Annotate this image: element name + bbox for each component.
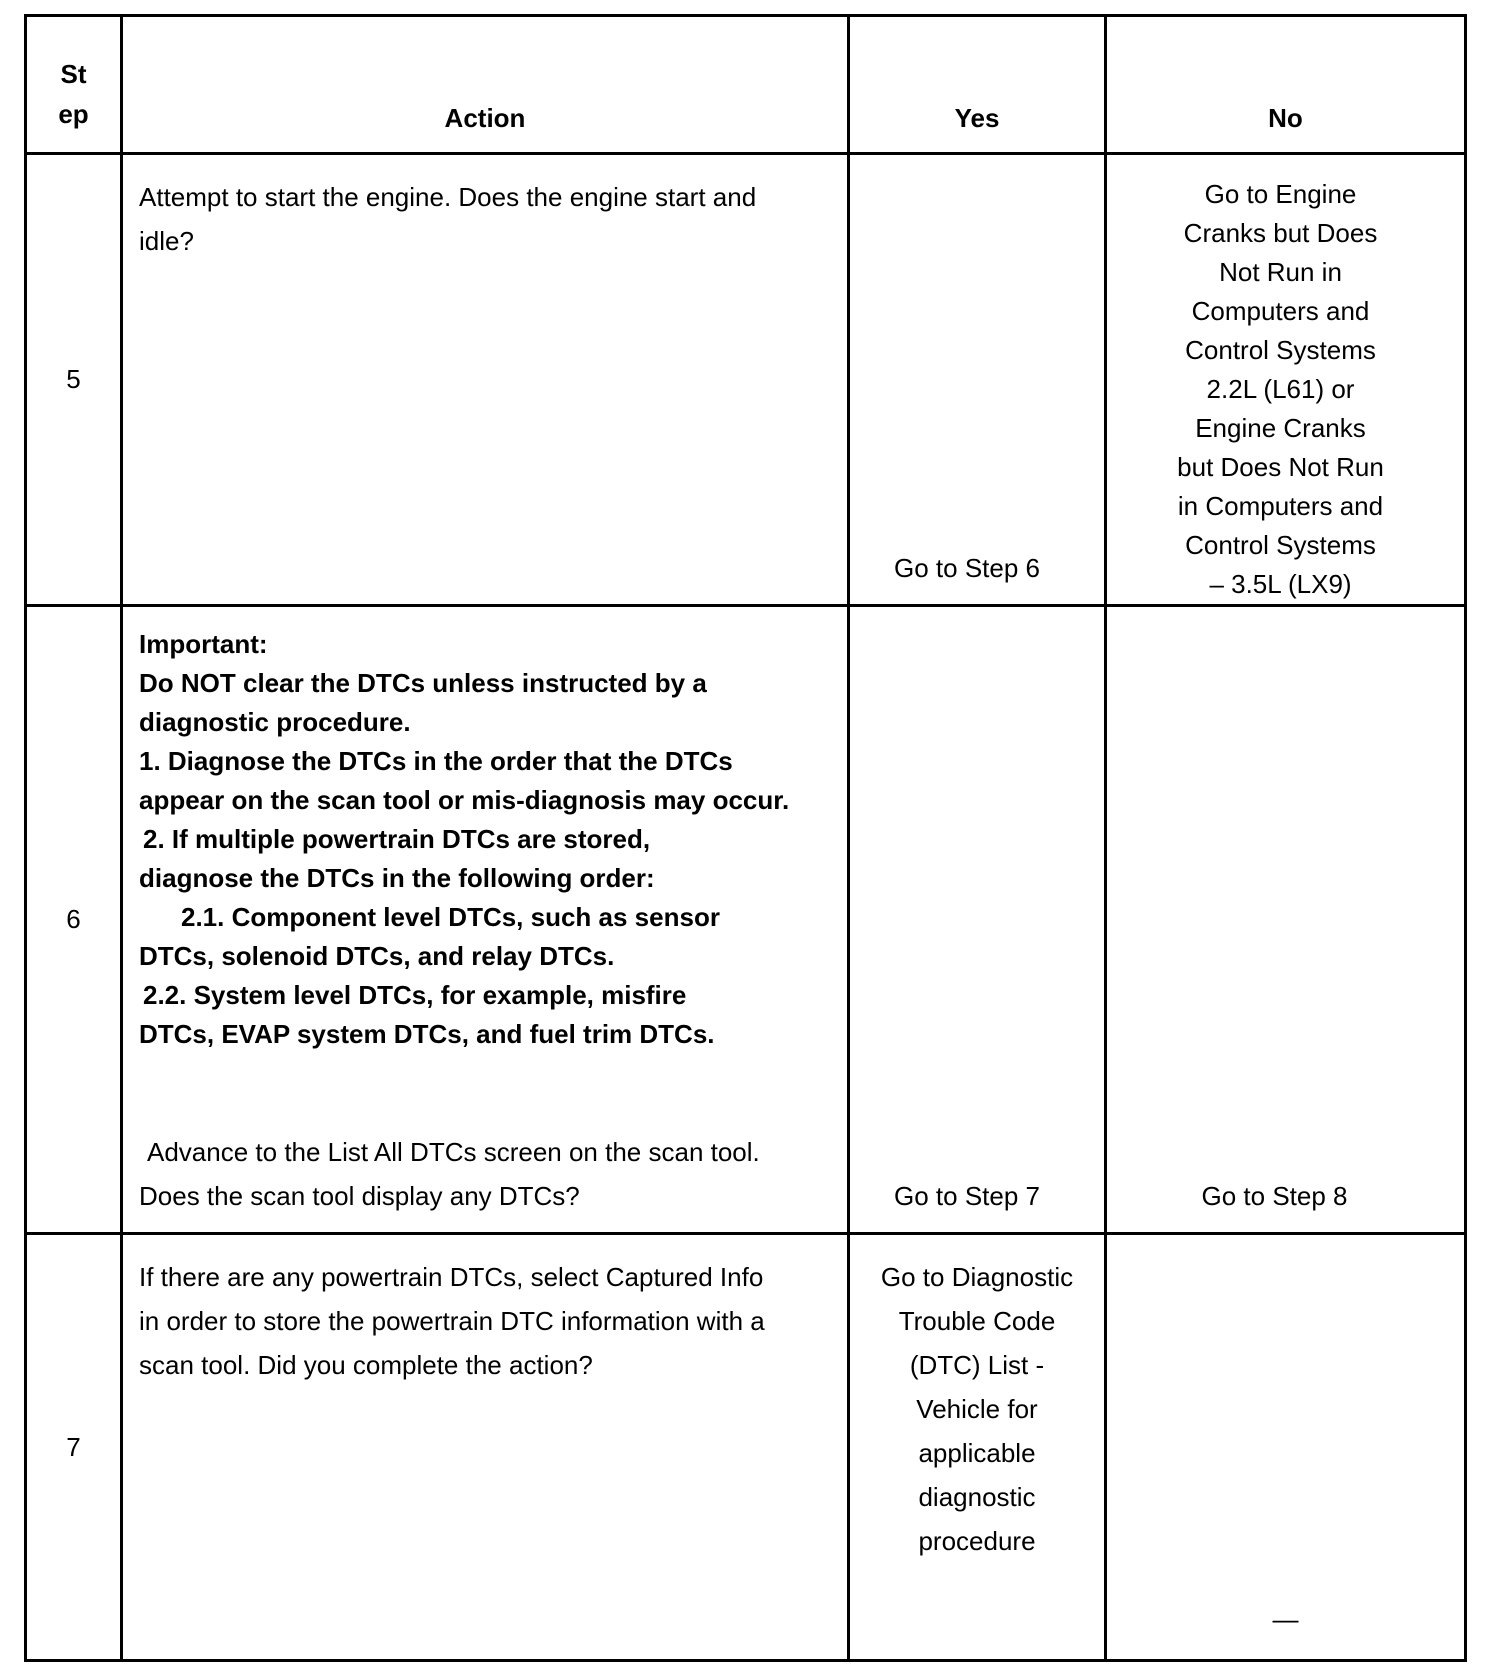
table-row xyxy=(26,154,1466,606)
action-text xyxy=(139,1130,837,1218)
no-line: Go to Engine xyxy=(1204,179,1357,209)
important-line: diagnostic procedure. xyxy=(139,707,411,737)
important-line: appear on the scan tool or mis-diagnosis may occur. xyxy=(139,785,790,815)
no-action-text xyxy=(1107,155,1464,604)
yes-line: Trouble Code xyxy=(898,1306,1056,1336)
yes-cell xyxy=(849,606,1106,1234)
important-heading: Important: xyxy=(139,629,268,659)
important-line: 2.1. Component level DTCs, such as sensor xyxy=(181,902,720,932)
yes-link-go-to-step-7: Go to Step 7 xyxy=(894,1181,1040,1211)
action-line: If there are any powertrain DTCs, select Captured Info xyxy=(139,1262,764,1292)
no-dash: — xyxy=(1272,1604,1299,1634)
yes-line: Vehicle for xyxy=(916,1394,1038,1424)
step-number: 7 xyxy=(26,1234,122,1661)
action-column-header: Action xyxy=(122,16,849,154)
yes-line: Go to Diagnostic xyxy=(880,1262,1074,1292)
yes-column-header: Yes xyxy=(849,16,1106,154)
no-line: 2.2L (L61) or xyxy=(1206,374,1355,404)
important-line: Do NOT clear the DTCs unless instructed by a xyxy=(139,668,707,698)
action-line: Advance to the List All DTCs screen on the scan tool. xyxy=(147,1137,760,1167)
diagnostic-table xyxy=(24,14,1467,1662)
important-line: DTCs, EVAP system DTCs, and fuel trim DTCs. xyxy=(139,1019,715,1049)
action-text: Attempt to start the engine. Does the engine start and idle? xyxy=(139,182,757,256)
no-line: Cranks but Does xyxy=(1183,218,1378,248)
no-line: – 3.5L (LX9) xyxy=(1209,569,1352,599)
important-line: 2.2. System level DTCs, for example, misfire xyxy=(143,980,687,1010)
no-line: in Computers and xyxy=(1177,491,1384,521)
table-row xyxy=(26,606,1466,1234)
action-cell xyxy=(122,1234,849,1661)
yes-cell xyxy=(849,154,1106,606)
yes-line: applicable xyxy=(918,1438,1036,1468)
step-header-line1: St xyxy=(60,59,87,89)
no-cell xyxy=(1106,1234,1466,1661)
header-row xyxy=(26,16,1466,154)
no-link-go-to-step-8: Go to Step 8 xyxy=(1201,1181,1348,1211)
important-line: diagnose the DTCs in the following order: xyxy=(139,863,655,893)
important-note xyxy=(123,607,847,1054)
yes-line: procedure xyxy=(918,1526,1036,1556)
no-line: Computers and xyxy=(1191,296,1370,326)
important-line: DTCs, solenoid DTCs, and relay DTCs. xyxy=(139,941,615,971)
action-line: scan tool. Did you complete the action? xyxy=(139,1350,593,1380)
important-line: 1. Diagnose the DTCs in the order that the DTCs xyxy=(139,746,733,776)
no-line: but Does Not Run xyxy=(1177,452,1384,482)
yes-link-go-to-step-6: Go to Step 6 xyxy=(894,553,1040,583)
yes-link-dtc-list xyxy=(850,1235,1104,1563)
step-column-header xyxy=(26,16,122,154)
no-line: Control Systems xyxy=(1185,335,1376,365)
no-line: Engine Cranks xyxy=(1195,413,1366,443)
yes-line: (DTC) List - xyxy=(909,1350,1045,1380)
yes-line: diagnostic xyxy=(918,1482,1036,1512)
action-line: Does the scan tool display any DTCs? xyxy=(139,1181,580,1211)
no-cell xyxy=(1106,154,1466,606)
no-column-header: No xyxy=(1106,16,1466,154)
action-cell xyxy=(122,606,849,1234)
no-line: Control Systems xyxy=(1185,530,1376,560)
no-cell xyxy=(1106,606,1466,1234)
important-line: 2. If multiple powertrain DTCs are stored, xyxy=(143,824,651,854)
step-number: 5 xyxy=(26,154,122,606)
step-header-line2: ep xyxy=(58,99,89,129)
action-text xyxy=(123,1235,847,1387)
no-line: Not Run in xyxy=(1219,257,1342,287)
step-number: 6 xyxy=(26,606,122,1234)
action-cell xyxy=(122,154,849,606)
table-row xyxy=(26,1234,1466,1661)
yes-cell xyxy=(849,1234,1106,1661)
action-line: in order to store the powertrain DTC information with a xyxy=(139,1306,765,1336)
